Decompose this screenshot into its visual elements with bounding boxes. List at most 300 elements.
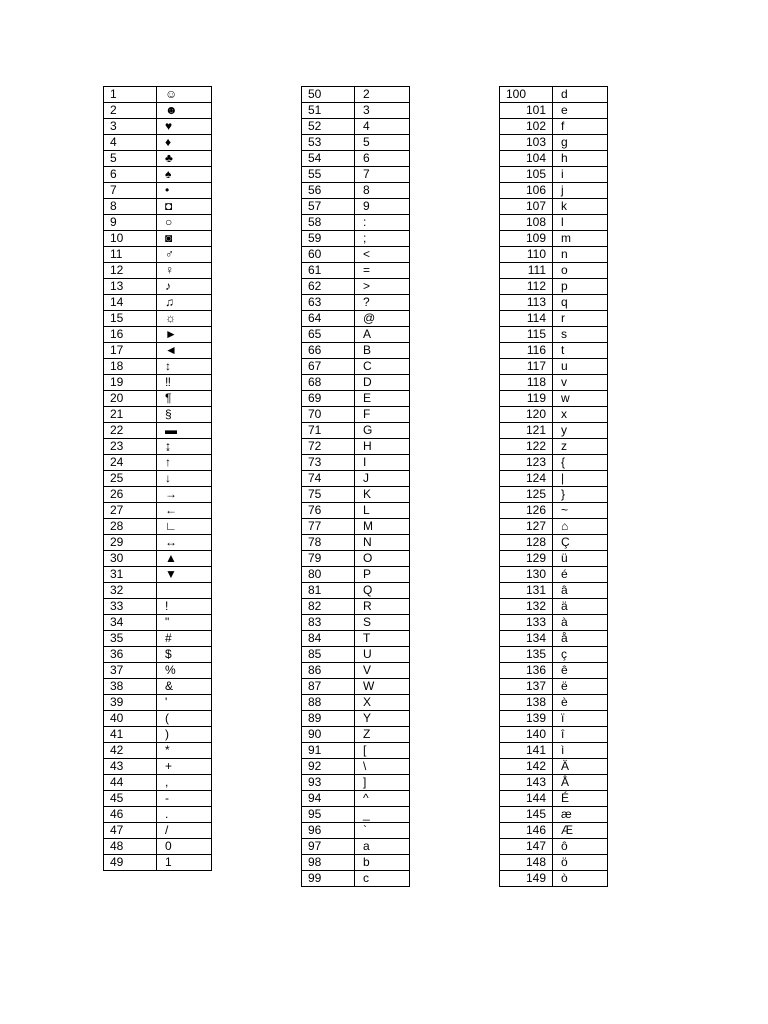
char-glyph-cell: ä — [553, 599, 608, 615]
char-code-cell: 97 — [302, 839, 355, 855]
char-code-cell: 149 — [500, 871, 553, 887]
char-code-cell: 19 — [104, 375, 157, 391]
char-code-cell: 27 — [104, 503, 157, 519]
char-glyph-cell: à — [553, 615, 608, 631]
table-row — [302, 311, 410, 327]
char-code-cell: 103 — [500, 135, 553, 151]
char-code-cell: 57 — [302, 199, 355, 215]
char-code-cell: 73 — [302, 455, 355, 471]
char-glyph-cell: e — [553, 103, 608, 119]
char-code-cell: 66 — [302, 343, 355, 359]
char-glyph-cell: î — [553, 727, 608, 743]
char-code-cell: 74 — [302, 471, 355, 487]
table-row — [500, 855, 608, 871]
char-code-cell: 14 — [104, 295, 157, 311]
char-code-cell: 106 — [500, 183, 553, 199]
table-row — [104, 855, 212, 871]
table-row — [500, 327, 608, 343]
table-row — [500, 791, 608, 807]
char-glyph-cell: ↓ — [157, 471, 212, 487]
char-code-cell: 79 — [302, 551, 355, 567]
char-code-cell: 86 — [302, 663, 355, 679]
table-row — [500, 455, 608, 471]
char-code-cell: 35 — [104, 631, 157, 647]
table-row — [104, 503, 212, 519]
table-row — [104, 295, 212, 311]
char-glyph-cell: S — [355, 615, 410, 631]
table-row — [104, 727, 212, 743]
char-code-cell: 6 — [104, 167, 157, 183]
char-glyph-cell: § — [157, 407, 212, 423]
char-glyph-cell: _ — [355, 807, 410, 823]
char-code-cell: 20 — [104, 391, 157, 407]
char-code-cell: 93 — [302, 775, 355, 791]
char-glyph-cell: $ — [157, 647, 212, 663]
char-glyph-cell: ~ — [553, 503, 608, 519]
char-glyph-cell: m — [553, 231, 608, 247]
char-glyph-cell: v — [553, 375, 608, 391]
char-code-cell: 16 — [104, 327, 157, 343]
char-glyph-cell: r — [553, 311, 608, 327]
char-code-cell: 92 — [302, 759, 355, 775]
char-glyph-cell: q — [553, 295, 608, 311]
char-code-cell: 8 — [104, 199, 157, 215]
char-glyph-cell: ? — [355, 295, 410, 311]
char-code-cell: 61 — [302, 263, 355, 279]
table-row — [104, 775, 212, 791]
table-row — [500, 215, 608, 231]
char-glyph-cell: ↔ — [157, 535, 212, 551]
table-row — [500, 503, 608, 519]
char-code-cell: 146 — [500, 823, 553, 839]
table-row — [302, 151, 410, 167]
table-row — [104, 391, 212, 407]
char-code-cell: 143 — [500, 775, 553, 791]
table-row — [302, 503, 410, 519]
table-row — [500, 775, 608, 791]
char-glyph-cell: I — [355, 455, 410, 471]
table-row — [104, 183, 212, 199]
char-glyph-cell: % — [157, 663, 212, 679]
table-row — [104, 119, 212, 135]
char-code-cell: 46 — [104, 807, 157, 823]
table-row — [302, 823, 410, 839]
char-glyph-cell: ♫ — [157, 295, 212, 311]
char-code-cell: 91 — [302, 743, 355, 759]
char-code-cell: 109 — [500, 231, 553, 247]
char-code-cell: 24 — [104, 455, 157, 471]
char-glyph-cell: ì — [553, 743, 608, 759]
char-code-cell: 116 — [500, 343, 553, 359]
table-row — [500, 343, 608, 359]
char-code-cell: 76 — [302, 503, 355, 519]
char-code-cell: 101 — [500, 103, 553, 119]
char-glyph-cell: t — [553, 343, 608, 359]
table-row — [104, 567, 212, 583]
char-glyph-cell: é — [553, 567, 608, 583]
char-code-cell: 22 — [104, 423, 157, 439]
char-code-cell: 42 — [104, 743, 157, 759]
char-code-cell: 119 — [500, 391, 553, 407]
char-code-cell: 99 — [302, 871, 355, 887]
char-code-cell: 1 — [104, 87, 157, 103]
char-glyph-cell: ö — [553, 855, 608, 871]
table-row — [500, 263, 608, 279]
table-row — [500, 423, 608, 439]
char-glyph-cell: ; — [355, 231, 410, 247]
char-glyph-cell: æ — [553, 807, 608, 823]
char-glyph-cell: ♂ — [157, 247, 212, 263]
table-row — [500, 471, 608, 487]
char-glyph-cell: | — [553, 471, 608, 487]
table-row — [500, 583, 608, 599]
char-glyph-cell: y — [553, 423, 608, 439]
table-row — [104, 231, 212, 247]
table-row — [302, 391, 410, 407]
char-glyph-cell: u — [553, 359, 608, 375]
char-glyph-cell: å — [553, 631, 608, 647]
table-row — [302, 119, 410, 135]
table-row — [500, 487, 608, 503]
char-glyph-cell: É — [553, 791, 608, 807]
char-glyph-cell: ü — [553, 551, 608, 567]
char-glyph-cell: @ — [355, 311, 410, 327]
char-code-cell: 69 — [302, 391, 355, 407]
char-code-cell: 114 — [500, 311, 553, 327]
table-row — [302, 679, 410, 695]
char-code-cell: 38 — [104, 679, 157, 695]
table-row — [302, 663, 410, 679]
table-row — [500, 87, 608, 103]
char-code-cell: 82 — [302, 599, 355, 615]
table-row — [500, 695, 608, 711]
char-glyph-cell: d — [553, 87, 608, 103]
char-glyph-cell: A — [355, 327, 410, 343]
char-glyph-cell: ◄ — [157, 343, 212, 359]
char-code-cell: 115 — [500, 327, 553, 343]
char-glyph-cell: ☺ — [157, 87, 212, 103]
table-row — [104, 103, 212, 119]
char-code-cell: 3 — [104, 119, 157, 135]
char-glyph-cell: F — [355, 407, 410, 423]
char-code-cell: 49 — [104, 855, 157, 871]
char-glyph-cell: ë — [553, 679, 608, 695]
char-code-cell: 128 — [500, 535, 553, 551]
char-glyph-cell: J — [355, 471, 410, 487]
char-code-cell: 67 — [302, 359, 355, 375]
table-row — [500, 375, 608, 391]
char-code-cell: 131 — [500, 583, 553, 599]
char-glyph-cell: ↨ — [157, 439, 212, 455]
char-glyph-cell: f — [553, 119, 608, 135]
table-row — [104, 631, 212, 647]
char-glyph-cell: M — [355, 519, 410, 535]
char-glyph-cell: w — [553, 391, 608, 407]
char-code-cell: 148 — [500, 855, 553, 871]
char-glyph-cell: ☻ — [157, 103, 212, 119]
table-row — [104, 199, 212, 215]
char-glyph-cell: 0 — [157, 839, 212, 855]
char-glyph-cell: Ç — [553, 535, 608, 551]
char-code-cell: 133 — [500, 615, 553, 631]
char-code-cell: 33 — [104, 599, 157, 615]
character-table-1 — [103, 86, 212, 871]
char-glyph-cell: & — [157, 679, 212, 695]
char-code-cell: 141 — [500, 743, 553, 759]
table-row — [500, 727, 608, 743]
table-row — [500, 743, 608, 759]
table-row — [500, 663, 608, 679]
char-glyph-cell: ê — [553, 663, 608, 679]
table-row — [500, 359, 608, 375]
table-row — [104, 743, 212, 759]
table-row — [500, 135, 608, 151]
char-glyph-cell: 1 — [157, 855, 212, 871]
char-code-cell: 2 — [104, 103, 157, 119]
char-code-cell: 13 — [104, 279, 157, 295]
char-glyph-cell: ⌂ — [553, 519, 608, 535]
char-glyph-cell: ' — [157, 695, 212, 711]
table-row — [104, 807, 212, 823]
char-glyph-cell: z — [553, 439, 608, 455]
char-code-cell: 50 — [302, 87, 355, 103]
table-row — [500, 519, 608, 535]
char-code-cell: 77 — [302, 519, 355, 535]
char-code-cell: 83 — [302, 615, 355, 631]
table-row — [302, 471, 410, 487]
char-glyph-cell: + — [157, 759, 212, 775]
table-row — [302, 567, 410, 583]
char-glyph-cell: ♦ — [157, 135, 212, 151]
char-code-cell: 126 — [500, 503, 553, 519]
char-glyph-cell: B — [355, 343, 410, 359]
char-code-cell: 40 — [104, 711, 157, 727]
table-row — [500, 599, 608, 615]
char-code-cell: 5 — [104, 151, 157, 167]
char-code-cell: 123 — [500, 455, 553, 471]
table-row — [104, 663, 212, 679]
table-row — [302, 743, 410, 759]
table-row — [104, 247, 212, 263]
table-row — [500, 647, 608, 663]
table-row — [302, 759, 410, 775]
table-row — [104, 407, 212, 423]
table-row — [500, 279, 608, 295]
table-row — [302, 183, 410, 199]
char-code-cell: 52 — [302, 119, 355, 135]
char-glyph-cell: Y — [355, 711, 410, 727]
table-row — [302, 631, 410, 647]
table-row — [302, 551, 410, 567]
char-glyph-cell: R — [355, 599, 410, 615]
table-row — [302, 263, 410, 279]
table-row — [104, 135, 212, 151]
char-code-cell: 31 — [104, 567, 157, 583]
char-glyph-cell: U — [355, 647, 410, 663]
char-code-cell: 113 — [500, 295, 553, 311]
char-code-cell: 138 — [500, 695, 553, 711]
char-code-cell: 72 — [302, 439, 355, 455]
char-code-cell: 11 — [104, 247, 157, 263]
char-glyph-cell: H — [355, 439, 410, 455]
table-row — [500, 119, 608, 135]
char-glyph-cell: N — [355, 535, 410, 551]
char-glyph-cell: ♪ — [157, 279, 212, 295]
table-row — [500, 247, 608, 263]
table-row — [104, 839, 212, 855]
char-code-cell: 18 — [104, 359, 157, 375]
char-code-cell: 4 — [104, 135, 157, 151]
table-row — [500, 759, 608, 775]
char-code-cell: 12 — [104, 263, 157, 279]
char-glyph-cell: ← — [157, 503, 212, 519]
table-row — [500, 807, 608, 823]
char-code-cell: 134 — [500, 631, 553, 647]
char-glyph-cell: [ — [355, 743, 410, 759]
table-row — [302, 327, 410, 343]
char-code-cell: 23 — [104, 439, 157, 455]
table-row — [302, 695, 410, 711]
char-glyph-cell: ç — [553, 647, 608, 663]
table-row — [302, 599, 410, 615]
table-row — [500, 295, 608, 311]
char-code-cell: 110 — [500, 247, 553, 263]
char-glyph-cell: . — [157, 807, 212, 823]
char-code-cell: 144 — [500, 791, 553, 807]
char-glyph-cell: G — [355, 423, 410, 439]
table-row — [104, 87, 212, 103]
char-code-cell: 135 — [500, 647, 553, 663]
char-glyph-cell: b — [355, 855, 410, 871]
char-code-cell: 21 — [104, 407, 157, 423]
char-glyph-cell: - — [157, 791, 212, 807]
table-row — [302, 439, 410, 455]
table-row — [500, 183, 608, 199]
char-glyph-cell: ] — [355, 775, 410, 791]
char-glyph-cell: ` — [355, 823, 410, 839]
table-row — [104, 759, 212, 775]
char-code-cell: 107 — [500, 199, 553, 215]
char-glyph-cell: Å — [553, 775, 608, 791]
table-row — [302, 775, 410, 791]
table-row — [500, 151, 608, 167]
table-row — [500, 567, 608, 583]
char-code-cell: 54 — [302, 151, 355, 167]
char-glyph-cell: W — [355, 679, 410, 695]
table-row — [104, 711, 212, 727]
table-row — [500, 551, 608, 567]
char-glyph-cell: \ — [355, 759, 410, 775]
char-code-cell: 96 — [302, 823, 355, 839]
char-glyph-cell: E — [355, 391, 410, 407]
table-row — [104, 551, 212, 567]
table-row — [104, 791, 212, 807]
char-code-cell: 15 — [104, 311, 157, 327]
char-glyph-cell: > — [355, 279, 410, 295]
table-row — [302, 839, 410, 855]
table-row — [104, 167, 212, 183]
char-glyph-cell: P — [355, 567, 410, 583]
char-code-cell: 29 — [104, 535, 157, 551]
table-row — [104, 583, 212, 599]
char-glyph-cell: { — [553, 455, 608, 471]
char-glyph-cell: → — [157, 487, 212, 503]
char-glyph-cell: Q — [355, 583, 410, 599]
table-row — [302, 535, 410, 551]
char-code-cell: 56 — [302, 183, 355, 199]
table-row — [302, 455, 410, 471]
char-code-cell: 34 — [104, 615, 157, 631]
char-glyph-cell: = — [355, 263, 410, 279]
table-row — [302, 215, 410, 231]
char-code-cell: 137 — [500, 679, 553, 695]
char-glyph-cell: â — [553, 583, 608, 599]
char-code-cell: 122 — [500, 439, 553, 455]
table-row — [104, 151, 212, 167]
char-glyph-cell: 3 — [355, 103, 410, 119]
char-code-cell: 102 — [500, 119, 553, 135]
char-code-cell: 65 — [302, 327, 355, 343]
char-code-cell: 124 — [500, 471, 553, 487]
table-row — [302, 279, 410, 295]
char-glyph-cell: ! — [157, 599, 212, 615]
char-code-cell: 89 — [302, 711, 355, 727]
char-code-cell: 63 — [302, 295, 355, 311]
char-glyph-cell: g — [553, 135, 608, 151]
char-code-cell: 111 — [500, 263, 553, 279]
char-glyph-cell: ▬ — [157, 423, 212, 439]
table-row — [302, 295, 410, 311]
table-row — [500, 679, 608, 695]
char-code-cell: 108 — [500, 215, 553, 231]
table-row — [302, 167, 410, 183]
char-glyph-cell: # — [157, 631, 212, 647]
char-glyph-cell: ‼ — [157, 375, 212, 391]
char-glyph-cell: ò — [553, 871, 608, 887]
char-glyph-cell: < — [355, 247, 410, 263]
char-glyph-cell: Ä — [553, 759, 608, 775]
table-row — [302, 519, 410, 535]
char-code-cell: 130 — [500, 567, 553, 583]
table-row — [302, 807, 410, 823]
table-row — [302, 199, 410, 215]
char-code-cell: 53 — [302, 135, 355, 151]
table-row — [104, 823, 212, 839]
char-code-cell: 7 — [104, 183, 157, 199]
char-code-cell: 39 — [104, 695, 157, 711]
char-code-cell: 60 — [302, 247, 355, 263]
char-code-cell: 84 — [302, 631, 355, 647]
char-code-cell: 140 — [500, 727, 553, 743]
table-row — [104, 519, 212, 535]
char-glyph-cell: n — [553, 247, 608, 263]
char-code-cell: 58 — [302, 215, 355, 231]
table-row — [104, 455, 212, 471]
char-code-cell: 80 — [302, 567, 355, 583]
table-row — [104, 375, 212, 391]
char-glyph-cell: , — [157, 775, 212, 791]
char-glyph-cell: 9 — [355, 199, 410, 215]
char-code-cell: 90 — [302, 727, 355, 743]
char-glyph-cell: * — [157, 743, 212, 759]
char-code-cell: 136 — [500, 663, 553, 679]
char-code-cell: 104 — [500, 151, 553, 167]
table-row — [302, 343, 410, 359]
char-code-cell: 95 — [302, 807, 355, 823]
char-glyph-cell — [157, 583, 212, 599]
char-code-cell: 75 — [302, 487, 355, 503]
char-code-cell: 10 — [104, 231, 157, 247]
